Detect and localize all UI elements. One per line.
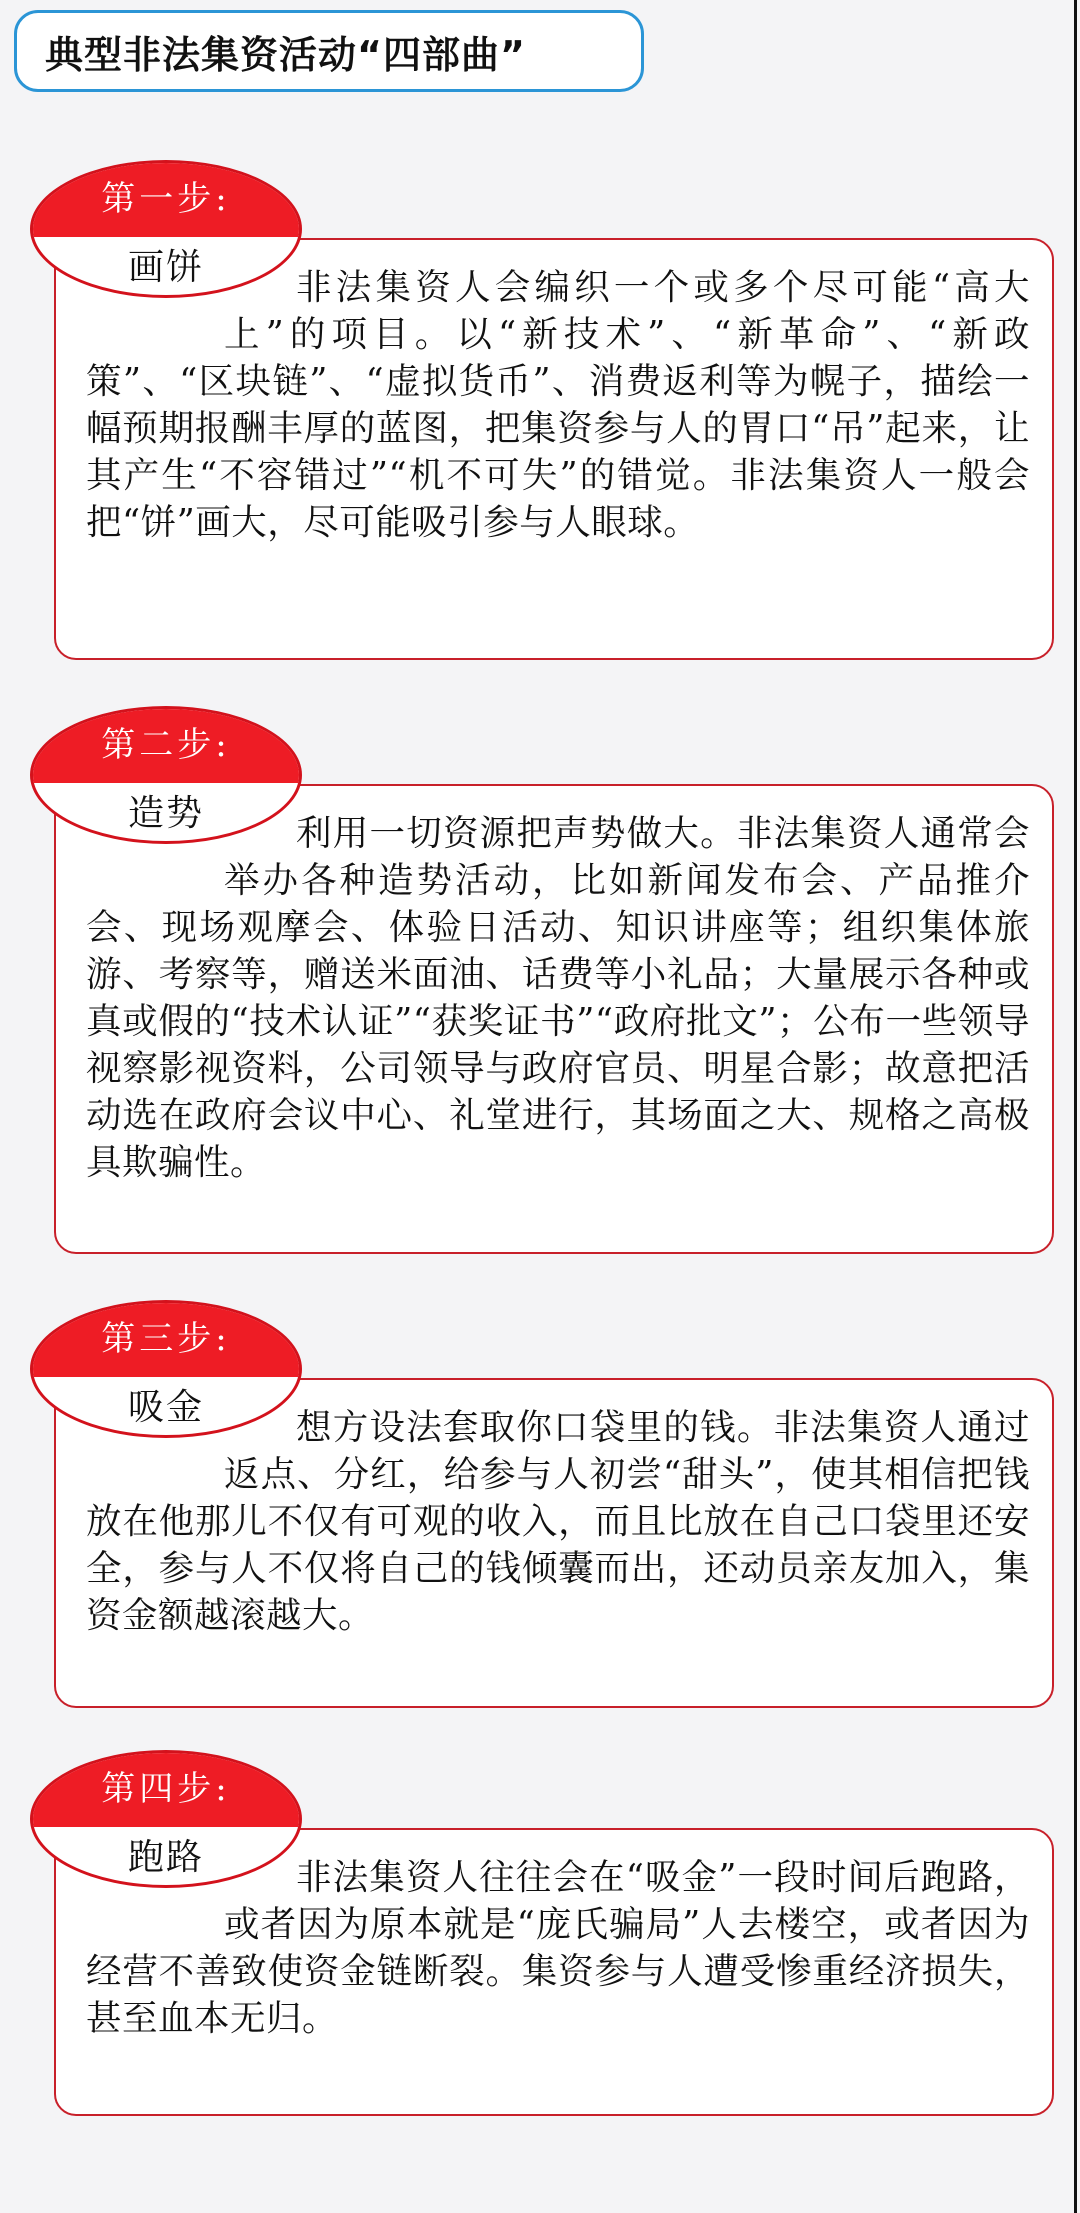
indent-spacer bbox=[86, 1404, 296, 1451]
step-1-body: 非法集资人会编织一个或多个尽可能“高大上”的项目。以“新技术”、“新革命”、“新政策”、“区块链”、“虚拟货币”、消费返利等为幌子，描绘一幅预期报酬丰厚的蓝图，把集资参与人的胃口“吊”起来，让其产生“不容错过”“机不可失”的错觉。非法集资人一般会把“饼”画大，尽可能吸引参与人眼球。 bbox=[86, 267, 1030, 543]
step-3 bbox=[0, 1300, 1080, 1720]
title-banner bbox=[14, 10, 644, 92]
step-4-name: 跑路 bbox=[127, 1837, 204, 1878]
step-3-name: 吸金 bbox=[127, 1387, 204, 1428]
step-2-label: 第二步: bbox=[101, 725, 231, 765]
step-3-text bbox=[86, 1404, 1030, 1639]
step-4-body: 非法集资人往往会在“吸金”一段时间后跑路，或者因为原本就是“庞氏骗局”人去楼空，或者因为经营不善致使资金链断裂。集资参与人遭受惨重经济损失，甚至血本无归。 bbox=[86, 1857, 1030, 2039]
indent-spacer bbox=[86, 1901, 224, 1948]
step-3-body: 想方设法套取你口袋里的钱。非法集资人通过返点、分红，给参与人初尝“甜头”，使其相信把钱放在他那儿不仅有可观的收入，而且比放在自己口袋里还安全，参与人不仅将自己的钱倾囊而出，还动员亲友加入，集资金额越滚越大。 bbox=[86, 1407, 1030, 1636]
page-title: 典型非法集资活动“四部曲” bbox=[45, 32, 526, 77]
step-4-label: 第四步: bbox=[101, 1769, 231, 1809]
step-2-name: 造势 bbox=[127, 793, 204, 834]
step-4-text bbox=[86, 1854, 1030, 2042]
indent-spacer bbox=[86, 311, 224, 358]
step-1 bbox=[0, 160, 1080, 670]
indent-spacer bbox=[86, 1451, 224, 1498]
indent-spacer bbox=[86, 810, 296, 857]
step-3-label: 第三步: bbox=[101, 1319, 231, 1359]
step-4 bbox=[0, 1750, 1080, 2130]
indent-spacer bbox=[86, 857, 224, 904]
indent-spacer bbox=[86, 1854, 296, 1901]
step-2-text bbox=[86, 810, 1030, 1186]
indent-spacer bbox=[86, 264, 296, 311]
step-1-name: 画饼 bbox=[127, 247, 204, 288]
step-2-body: 利用一切资源把声势做大。非法集资人通常会举办各种造势活动，比如新闻发布会、产品推介会、现场观摩会、体验日活动、知识讲座等；组织集体旅游、考察等，赠送米面油、话费等小礼品；大量展示各种或真或假的“技术认证”“获奖证书”“政府批文”；公布一些领导视察影视资料，公司领导与政府官员、明星合影；故意把活动选在政府会议中心、礼堂进行，其场面之大、规格之高极具欺骗性。 bbox=[86, 813, 1030, 1183]
step-2 bbox=[0, 706, 1080, 1266]
step-1-label: 第一步: bbox=[101, 179, 231, 219]
step-1-text bbox=[86, 264, 1030, 546]
